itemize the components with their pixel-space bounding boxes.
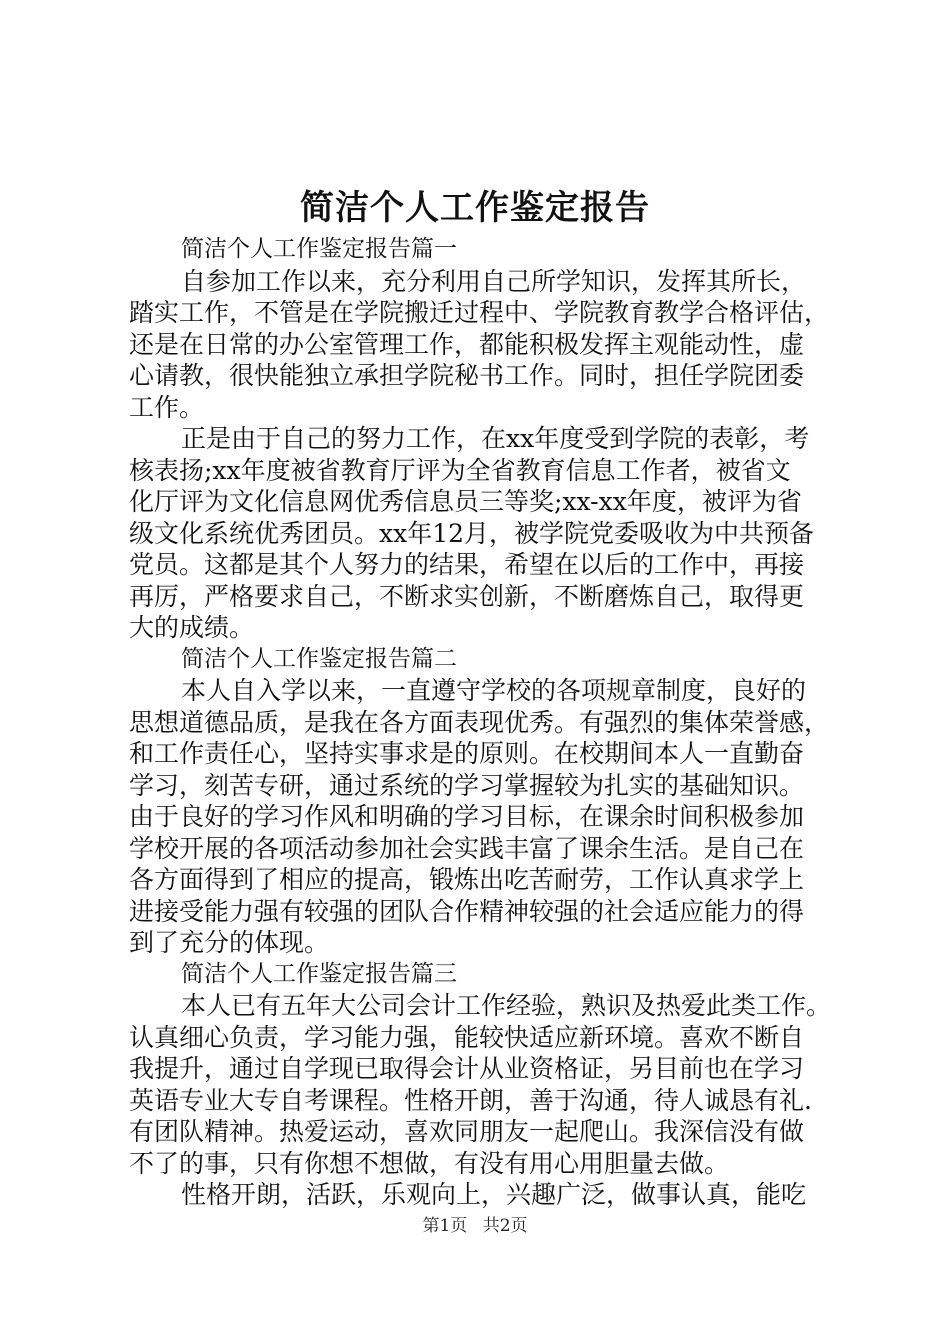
text-line: 本人自入学以来，一直遵守学校的各项规章制度，良好的 <box>181 676 807 705</box>
text-line: 认真细心负责，学习能力强，能较快适应新环境。喜欢不断自 <box>129 1022 805 1052</box>
document-title: 简洁个人工作鉴定报告 <box>300 188 650 228</box>
text-line: 学习，刻苦专研，通过系统的学习掌握较为扎实的基础知识。 <box>129 770 805 800</box>
text-line: 思想道德品质，是我在各方面表现优秀。有强烈的集体荣誉感， <box>129 707 830 737</box>
text-line: 还是在日常的办公室管理工作，都能积极发挥主观能动性，虚 <box>129 329 805 359</box>
text-line: 有团队精神。热爱运动，喜欢同朋友一起爬山。我深信没有做 <box>129 1117 805 1146</box>
document-body <box>129 234 832 1211</box>
text-line: 和工作责任心，坚持实事求是的原则。在校期间本人一直勤奋 <box>129 739 805 768</box>
page-number-total: 共2页 <box>482 1216 528 1236</box>
text-line: 再厉，严格要求自己，不断求实创新，不断磨炼自己，取得更 <box>129 581 805 611</box>
text-line: 化厅评为文化信息网优秀信息员三等奖;xx-xx年度，被评为省 <box>129 487 802 516</box>
page-footer <box>0 1214 950 1238</box>
text-line: 大的成绩。 <box>129 613 255 642</box>
text-line: 学校开展的各项活动参加社会实践丰富了课余生活。是自己在 <box>129 833 805 863</box>
text-line: 我提升，通过自学现已取得会计从业资格证，另目前也在学习 <box>129 1054 805 1083</box>
text-line: 工作。 <box>129 392 205 422</box>
text-line: 本人已有五年大公司会计工作经验，熟识及热爱此类工作。 <box>181 991 832 1020</box>
text-line: 核表扬;xx年度被省教育厅评为全省教育信息工作者，被省文 <box>129 455 791 485</box>
text-line: 正是由于自己的努力工作，在xx年度受到学院的表彰，考 <box>181 424 810 453</box>
text-line: 不了的事，只有你想不想做，有没有用心用胆量去做。 <box>129 1148 730 1178</box>
text-line: 进接受能力强有较强的团队合作精神较强的社会适应能力的得 <box>129 896 805 926</box>
section-heading: 简洁个人工作鉴定报告篇一 <box>181 236 457 262</box>
text-line: 级文化系统优秀团员。xx年12月，被学院党委吸收为中共预备 <box>129 518 815 548</box>
section-heading: 简洁个人工作鉴定报告篇三 <box>181 960 457 987</box>
text-line: 自参加工作以来，充分利用自己所学知识，发挥其所长， <box>181 266 807 296</box>
text-line: 性格开朗，活跃，乐观向上，兴趣广泛，做事认真，能吃 <box>181 1180 807 1209</box>
text-line: 由于良好的学习作风和明确的学习目标，在课余时间积极参加 <box>129 802 805 831</box>
text-line: 党员。这都是其个人努力的结果，希望在以后的工作中，再接 <box>129 550 805 579</box>
text-line: 到了充分的体现。 <box>129 928 330 957</box>
text-line: 心请教，很快能独立承担学院秘书工作。同时，担任学院团委 <box>129 361 805 390</box>
text-line: 各方面得到了相应的提高，锻炼出吃苦耐劳，工作认真求学上 <box>129 865 805 894</box>
text-line: 踏实工作，不管是在学院搬迁过程中、学院教育教学合格评估， <box>129 298 830 327</box>
section-heading: 简洁个人工作鉴定报告篇二 <box>181 645 457 672</box>
text-line: 英语专业大专自考课程。性格开朗，善于沟通，待人诚恳有礼. <box>129 1085 812 1115</box>
page-number-current: 第1页 <box>422 1216 468 1236</box>
